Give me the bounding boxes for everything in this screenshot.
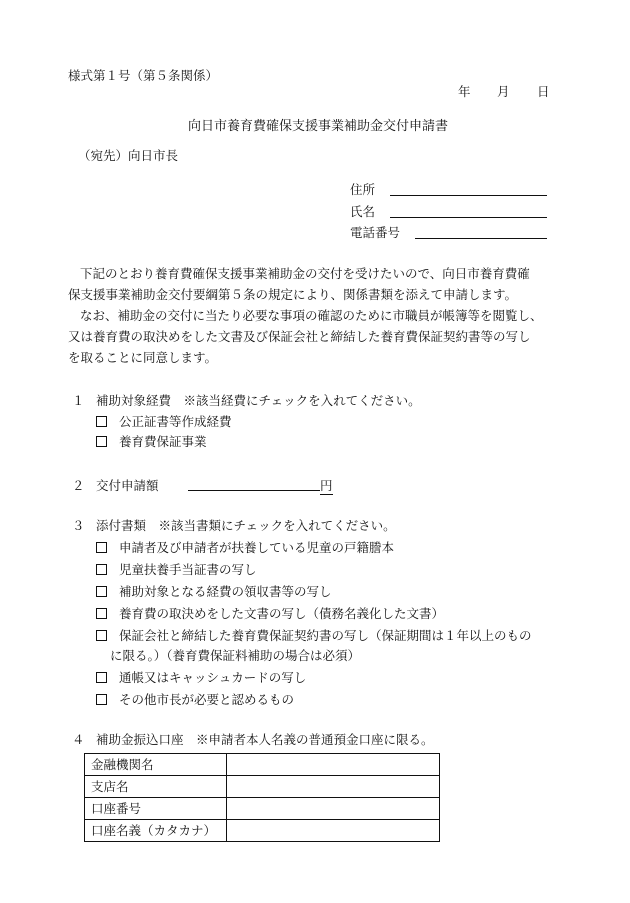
address-field[interactable] [390, 182, 547, 196]
checkbox[interactable] [96, 564, 107, 575]
section1-item: 公正証書等作成経費 [96, 414, 232, 430]
checkbox[interactable] [96, 694, 107, 705]
checkbox[interactable] [96, 630, 107, 641]
account-holder-label: 口座名義（カタカナ） [85, 820, 227, 842]
section1-item: 養育費保証事業 [96, 434, 207, 450]
address-label: 住所 [350, 182, 376, 197]
checkbox[interactable] [96, 436, 107, 447]
section1-number: １ [72, 393, 85, 408]
bank-name-field[interactable] [227, 754, 440, 776]
section3-item: 児童扶養手当証書の写し [96, 562, 257, 578]
section3-number: ３ [72, 518, 85, 533]
checkbox[interactable] [96, 416, 107, 427]
section1-title: 補助対象経費 ※該当経費にチェックを入れてください。 [96, 393, 421, 408]
amount-unit: 円 [320, 478, 333, 493]
addressee: （宛先）向日市長 [78, 148, 179, 163]
amount-field[interactable] [188, 477, 320, 491]
section3-item: 申請者及び申請者が扶養している児童の戸籍謄本 [96, 540, 394, 556]
section2-number: ２ [72, 478, 85, 493]
body-p1-line1: 下記のとおり養育費確保支援事業補助金の交付を受けたいので、向日市養育費確 [80, 266, 530, 281]
section3-item: 通帳又はキャッシュカードの写し [96, 670, 306, 686]
document-title: 向日市養育費確保支援事業補助金交付申請書 [188, 119, 449, 134]
section3-item: 保証会社と締結した養育費保証契約書の写し（保証期間は１年以上のもの [96, 628, 532, 644]
table-row [85, 798, 440, 820]
section3-item5-continuation: に限る。）（養育費保証料補助の場合は必須） [110, 648, 361, 663]
bank-name-label: 金融機関名 [85, 754, 227, 776]
branch-name-label: 支店名 [85, 776, 227, 798]
section4-number: ４ [72, 732, 85, 747]
checkbox[interactable] [96, 542, 107, 553]
account-holder-field[interactable] [227, 820, 440, 842]
date-month-label: 月 [497, 84, 510, 99]
phone-field[interactable] [415, 225, 547, 239]
body-p2-line1: なお、補助金の交付に当たり必要な事項の確認のために市職員が帳簿等を閲覧し、 [80, 308, 543, 323]
section3-item: 養育費の取決めをした文書の写し（債務名義化した文書） [96, 606, 444, 622]
phone-label: 電話番号 [350, 225, 401, 240]
account-number-label: 口座番号 [85, 798, 227, 820]
table-row [85, 820, 440, 842]
date-year-label: 年 [458, 84, 471, 99]
name-field[interactable] [390, 204, 547, 218]
section3-item: その他市長が必要と認めるもの [96, 692, 294, 708]
body-p2-line3: を取ることに同意します。 [68, 350, 218, 365]
checkbox[interactable] [96, 608, 107, 619]
body-p2-line2: 又は養育費の取決めをした文書及び保証会社と締結した養育費保証契約書等の写し [68, 329, 531, 344]
section2-title: 交付申請額 [96, 478, 159, 493]
checkbox[interactable] [96, 672, 107, 683]
table-row [85, 754, 440, 776]
section3-item: 補助対象となる経費の領収書等の写し [96, 584, 332, 600]
form-number: 様式第１号（第５条関係） [68, 68, 219, 83]
table-row [85, 776, 440, 798]
name-label: 氏名 [350, 204, 376, 219]
body-p1-line2: 保支援事業補助金交付要綱第５条の規定により、関係書類を添えて申請します。 [68, 287, 518, 302]
section3-title: 添付書類 ※該当書類にチェックを入れてください。 [96, 518, 396, 533]
bank-account-table [84, 753, 440, 842]
date-day-label: 日 [537, 84, 550, 99]
checkbox[interactable] [96, 586, 107, 597]
section4-title: 補助金振込口座 ※申請者本人名義の普通預金口座に限る。 [96, 732, 434, 747]
branch-name-field[interactable] [227, 776, 440, 798]
account-number-field[interactable] [227, 798, 440, 820]
